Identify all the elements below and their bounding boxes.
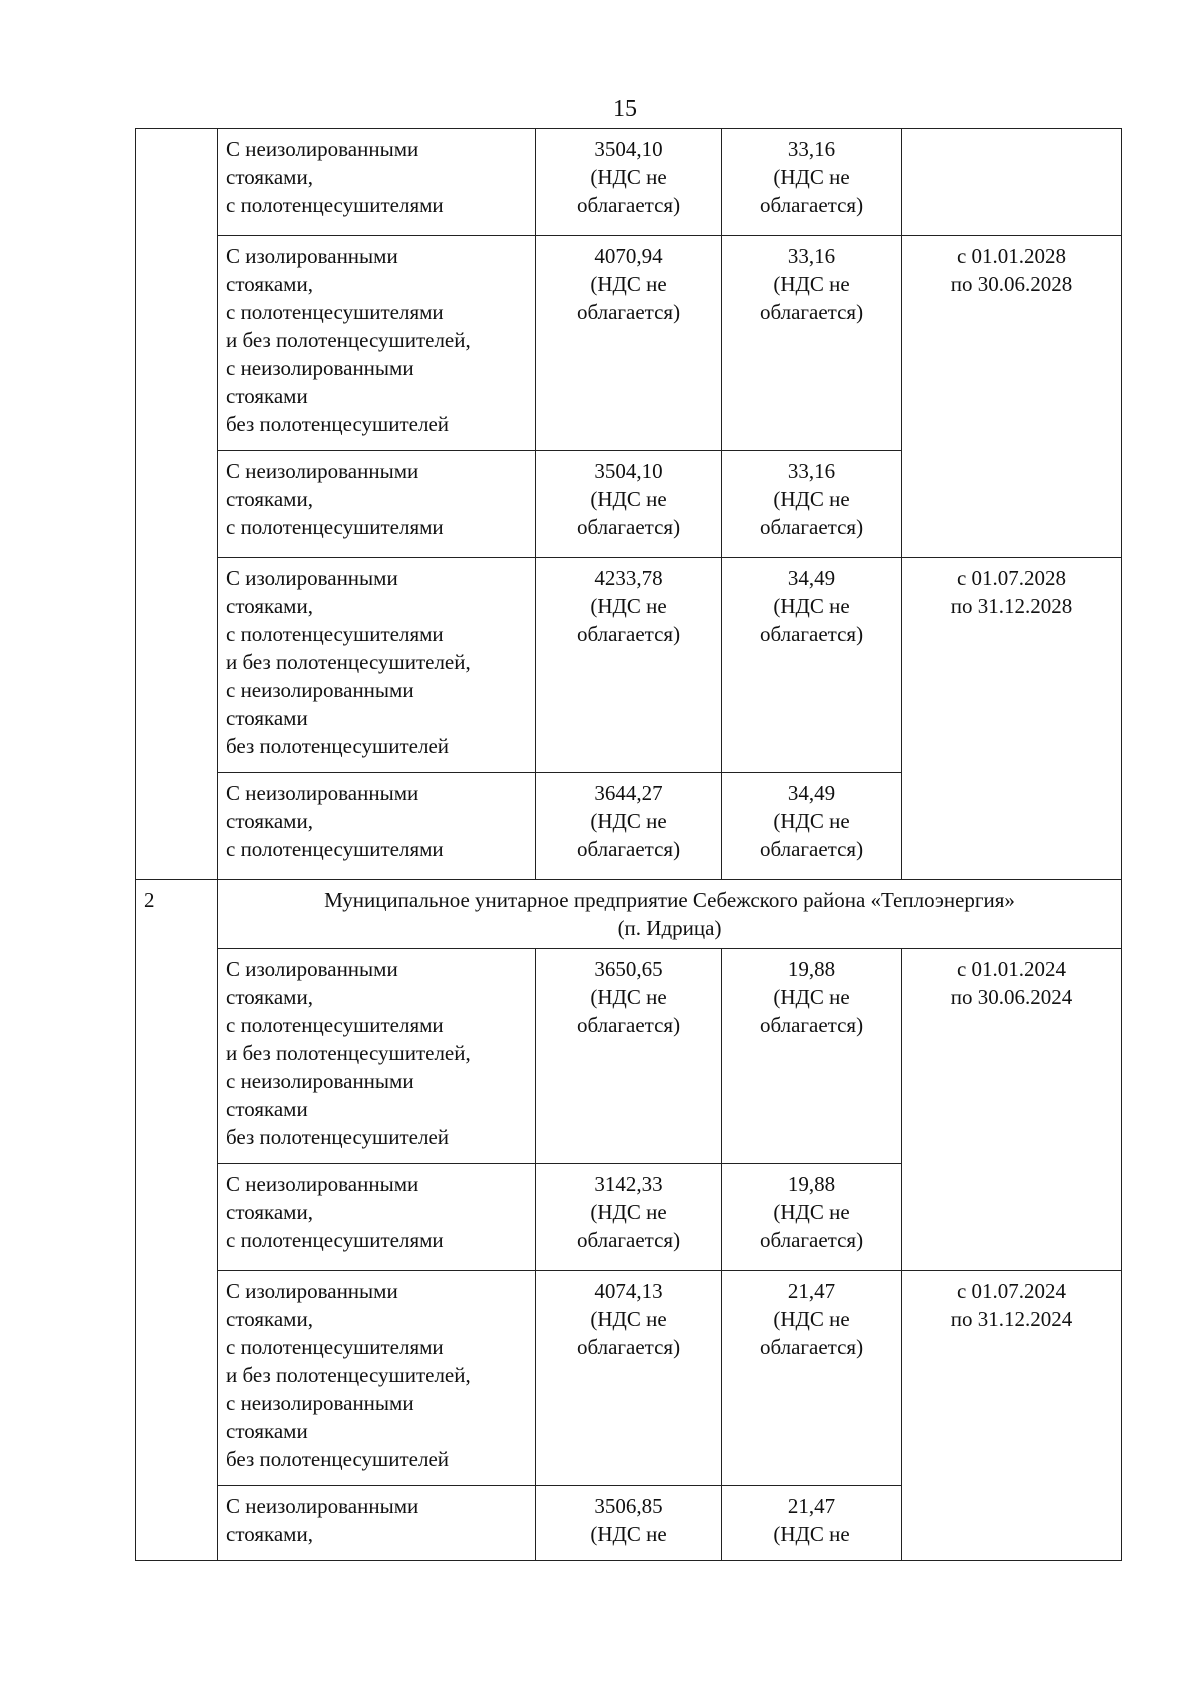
organization-title: Муниципальное унитарное предприятие Себежского района «Теплоэнергия» (п. Идрица) <box>218 880 1122 949</box>
component-value-cell: 19,88 (НДС не облагается) <box>722 949 902 1164</box>
description-cell: С неизолированными стояками, с полотенцесушителями <box>218 1164 536 1271</box>
component-value-cell: 21,47 (НДС не <box>722 1486 902 1561</box>
page-number: 15 <box>613 96 637 122</box>
component-value-cell: 21,47 (НДС не облагается) <box>722 1271 902 1486</box>
tariff-value-cell: 4074,13 (НДС не облагается) <box>536 1271 722 1486</box>
period-cell <box>902 129 1122 236</box>
row-number-cell <box>136 129 218 880</box>
table-row <box>136 129 1122 236</box>
period-cell: с 01.01.2028 по 30.06.2028 <box>902 236 1122 558</box>
table-row <box>136 949 1122 1164</box>
component-value-cell: 33,16 (НДС не облагается) <box>722 129 902 236</box>
component-value-cell: 33,16 (НДС не облагается) <box>722 236 902 451</box>
description-cell: С изолированными стояками, с полотенцесушителями и без полотенцесушителей, с неизолированными стояками без полотенцесушителей <box>218 236 536 451</box>
component-value-cell: 33,16 (НДС не облагается) <box>722 451 902 558</box>
tariff-value-cell: 4070,94 (НДС не облагается) <box>536 236 722 451</box>
description-cell: С неизолированными стояками, с полотенцесушителями <box>218 451 536 558</box>
tariff-table <box>135 128 1122 1561</box>
description-cell: С изолированными стояками, с полотенцесушителями и без полотенцесушителей, с неизолированными стояками без полотенцесушителей <box>218 558 536 773</box>
description-cell: С изолированными стояками, с полотенцесушителями и без полотенцесушителей, с неизолированными стояками без полотенцесушителей <box>218 949 536 1164</box>
description-cell: С неизолированными стояками, с полотенцесушителями <box>218 129 536 236</box>
organization-row <box>136 880 1122 949</box>
tariff-value-cell: 3650,65 (НДС не облагается) <box>536 949 722 1164</box>
tariff-value-cell: 3142,33 (НДС не облагается) <box>536 1164 722 1271</box>
table-row <box>136 236 1122 451</box>
tariff-value-cell: 3506,85 (НДС не <box>536 1486 722 1561</box>
component-value-cell: 19,88 (НДС не облагается) <box>722 1164 902 1271</box>
tariff-value-cell: 3504,10 (НДС не облагается) <box>536 451 722 558</box>
tariff-value-cell: 3644,27 (НДС не облагается) <box>536 773 722 880</box>
period-cell: с 01.07.2028 по 31.12.2028 <box>902 558 1122 880</box>
table-row <box>136 1271 1122 1486</box>
description-cell: С неизолированными стояками, с полотенцесушителями <box>218 773 536 880</box>
tariff-value-cell: 4233,78 (НДС не облагается) <box>536 558 722 773</box>
tariff-value-cell: 3504,10 (НДС не облагается) <box>536 129 722 236</box>
row-number-cell: 2 <box>136 880 218 1561</box>
component-value-cell: 34,49 (НДС не облагается) <box>722 773 902 880</box>
description-cell: С неизолированными стояками, <box>218 1486 536 1561</box>
table-row <box>136 558 1122 773</box>
period-cell: с 01.01.2024 по 30.06.2024 <box>902 949 1122 1271</box>
period-cell: с 01.07.2024 по 31.12.2024 <box>902 1271 1122 1561</box>
description-cell: С изолированными стояками, с полотенцесушителями и без полотенцесушителей, с неизолированными стояками без полотенцесушителей <box>218 1271 536 1486</box>
component-value-cell: 34,49 (НДС не облагается) <box>722 558 902 773</box>
